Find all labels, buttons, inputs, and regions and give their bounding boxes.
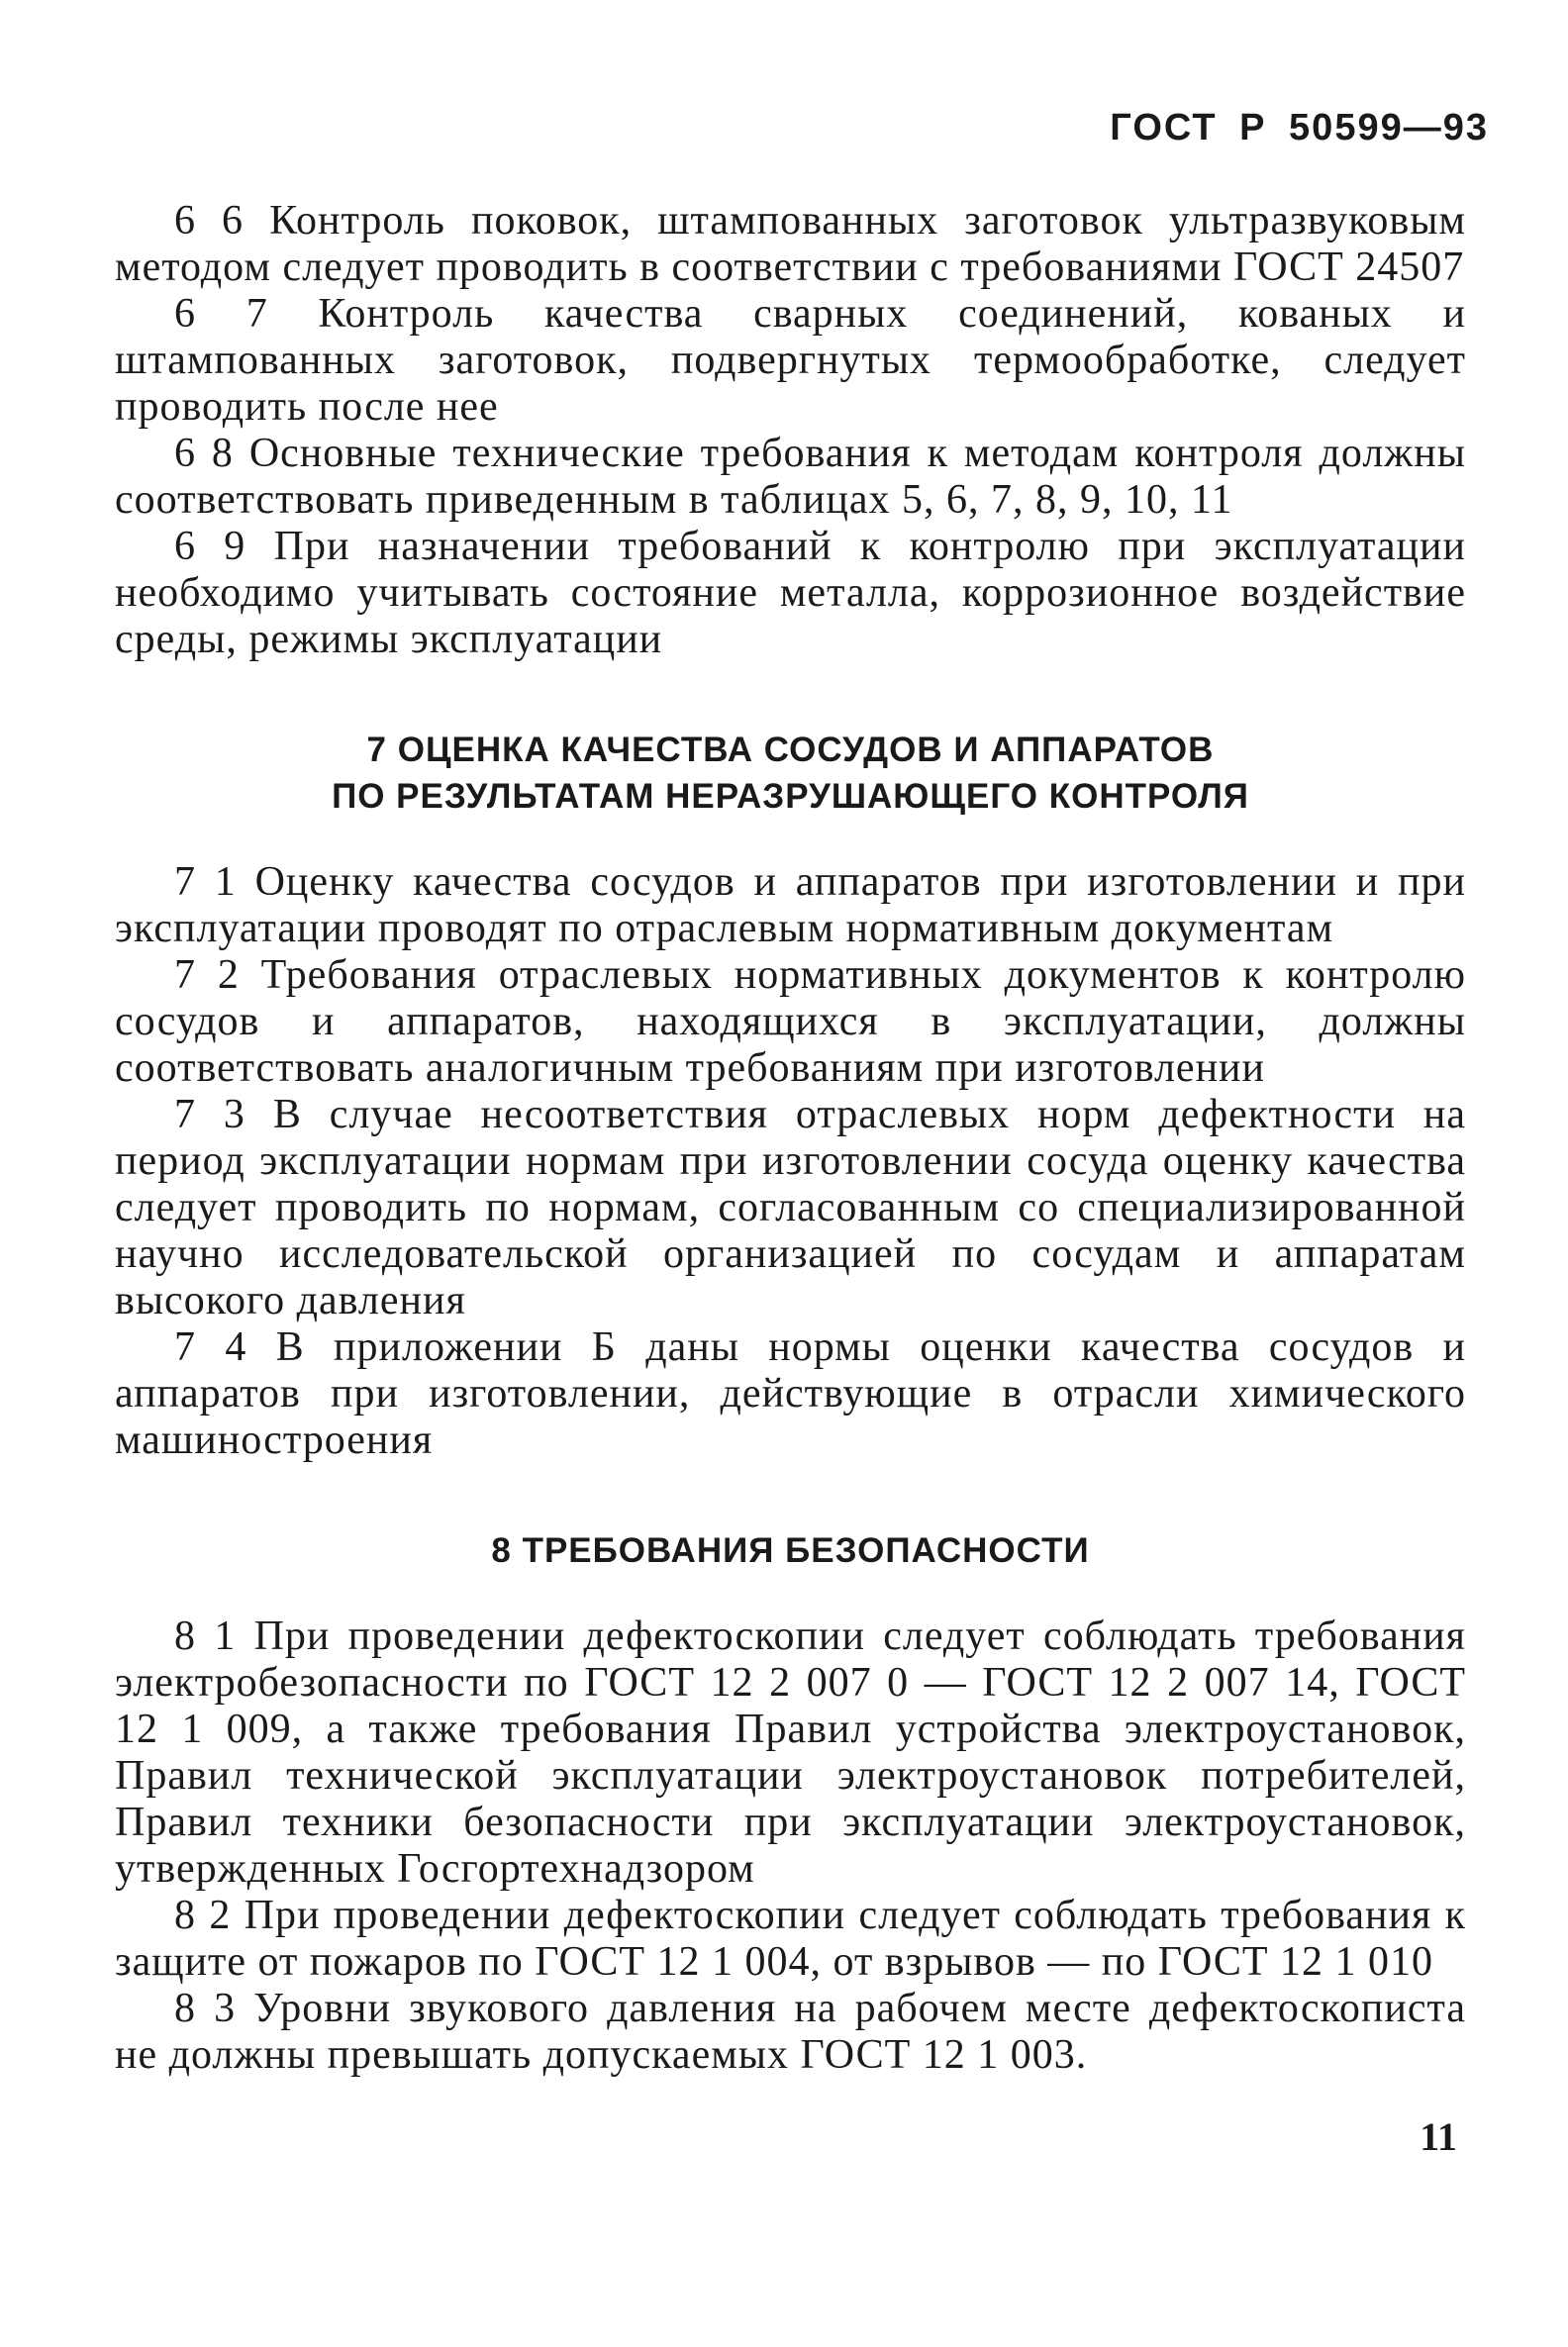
paragraph-6-9: 6 9 При назначении требований к контролю при эксплуатации необходимо учитывать состояние металла, коррозионное воздействие среды, режимы эксплуатации [115, 524, 1466, 662]
paragraph-6-8: 6 8 Основные технические требования к методам контроля должны соответствовать приведенным в таблицах 5, 6, 7, 8, 9, 10, 11 [115, 431, 1466, 523]
spacer [115, 1464, 1466, 1527]
section-7-title-line-1: 7 ОЦЕНКА КАЧЕСТВА СОСУДОВ И АППАРАТОВ [366, 731, 1215, 769]
paragraph-6-7: 6 7 Контроль качества сварных соединений, кованых и штампованных заготовок, подвергнутых термообработке, следует проводить после нее [115, 291, 1466, 430]
spacer [115, 820, 1466, 859]
section-7-title-line-2: ПО РЕЗУЛЬТАТАМ НЕРАЗРУШАЮЩЕГО КОНТРОЛЯ [332, 777, 1249, 816]
section-8-title: 8 ТРЕБОВАНИЯ БЕЗОПАСНОСТИ [491, 1531, 1090, 1570]
page-number: 11 [1420, 2114, 1457, 2159]
paragraph-7-1: 7 1 Оценку качества сосудов и аппаратов при изготовлении и при эксплуатации проводят по отраслевым нормативным документам [115, 859, 1466, 951]
standard-header: ГОСТ Р 50599—93 [1110, 107, 1489, 148]
paragraph-7-3: 7 3 В случае несоответствия отраслевых норм дефектности на период эксплуатации нормам при изготовлении сосуда оценку качества следует проводить по нормам, согласованным со специализированной научно исследовательской организацией по сосудам и аппаратам высокого давления [115, 1092, 1466, 1323]
paragraph-8-1: 8 1 При проведении дефектоскопии следует соблюдать требования электробезопасности по ГОСТ 12 2 007 0 — ГОСТ 12 2 007 14, ГОСТ 12 1 009, а также требования Правил устройства электроустановок, Правил технической эксплуатации электроустановок потребителей, Правил техники безопасности при эксплуатации электроустановок, утвержденных Госгортехнадзором [115, 1614, 1466, 1892]
paragraph-7-4: 7 4 В приложении Б даны нормы оценки качества сосудов и аппаратов при изготовлении, действующие в отрасли химического машиностроения [115, 1324, 1466, 1463]
spacer [115, 1574, 1466, 1614]
paragraph-8-2: 8 2 При проведении дефектоскопии следует соблюдать требования к защите от пожаров по ГОСТ 12 1 004, от взрывов — по ГОСТ 12 1 010 [115, 1893, 1466, 1985]
paragraph-6-6: 6 6 Контроль поковок, штампованных заготовок ультразвуковым методом следует проводить в соответствии с требованиями ГОСТ 24507 [115, 198, 1466, 290]
page-content [115, 198, 1466, 2079]
spacer [115, 663, 1466, 727]
paragraph-8-3: 8 3 Уровни звукового давления на рабочем месте дефектоскописта не должны превышать допускаемых ГОСТ 12 1 003. [115, 1986, 1466, 2078]
paragraph-7-2: 7 2 Требования отраслевых нормативных документов к контролю сосудов и аппаратов, находящихся в эксплуатации, должны соответствовать аналогичным требованиям при изготовлении [115, 952, 1466, 1091]
